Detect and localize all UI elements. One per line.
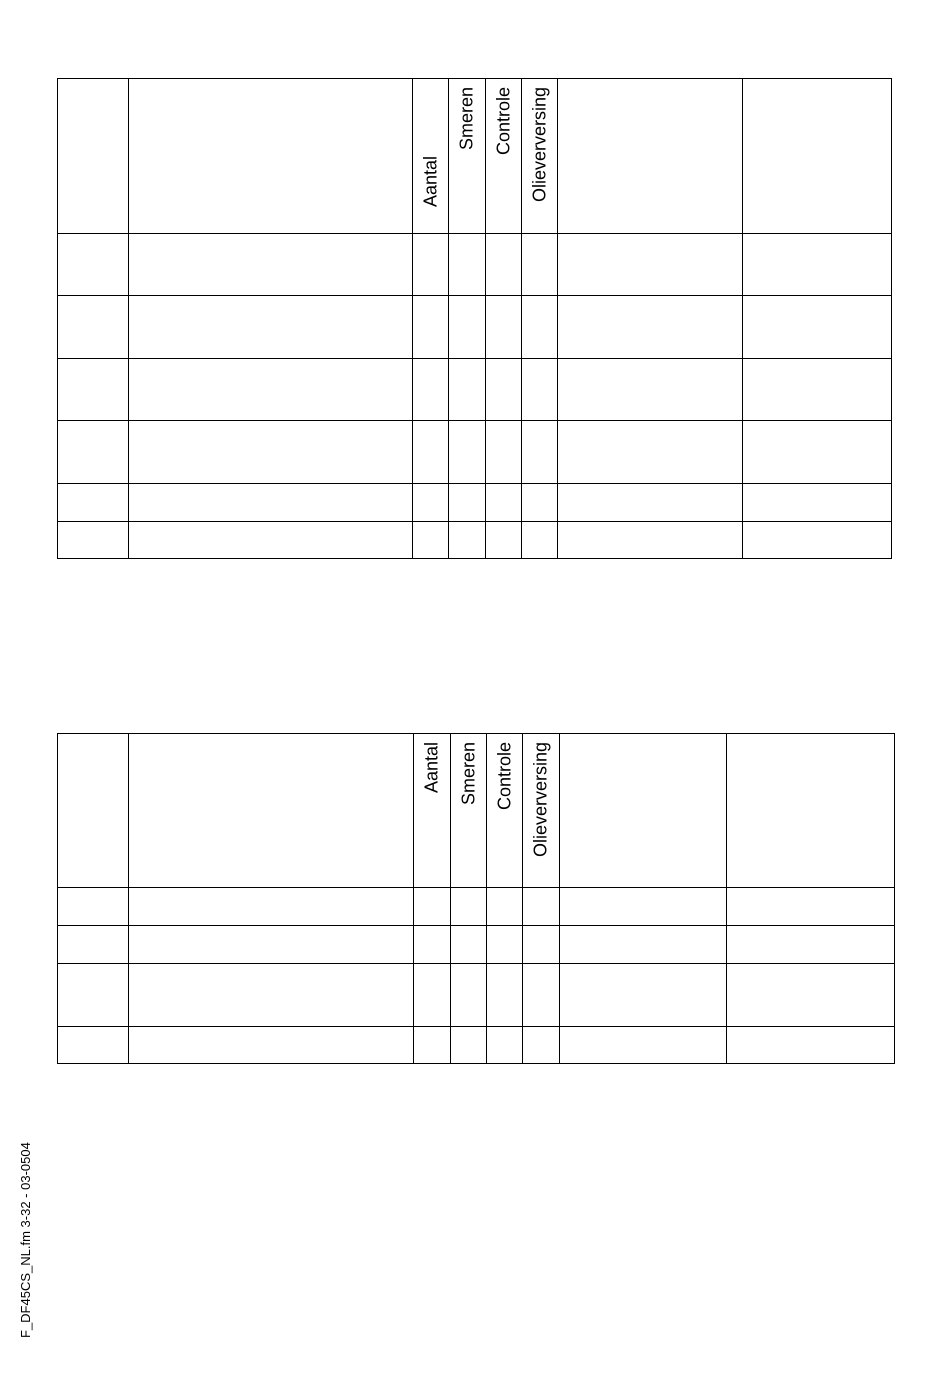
header-cell — [58, 79, 129, 234]
table-header-row — [58, 79, 892, 234]
header-smeren — [451, 734, 487, 888]
file-reference: F_DF45CS_NL.fm 3-32 - 03-0504 — [18, 1142, 33, 1338]
header-cell — [743, 79, 892, 234]
table-row — [58, 964, 895, 1027]
maintenance-table-2 — [57, 733, 895, 1064]
header-controle-label: Controle — [494, 742, 514, 811]
table-header-row — [58, 734, 895, 888]
header-olieverversing-label: Olieverversing — [529, 87, 549, 203]
header-smeren-label: Smeren — [456, 87, 477, 151]
maintenance-table-1 — [57, 78, 892, 559]
header-controle — [487, 734, 523, 888]
header-cell — [58, 734, 129, 888]
header-aantal — [413, 79, 449, 234]
table-row — [58, 1027, 895, 1064]
table-row — [58, 484, 892, 522]
header-controle — [486, 79, 522, 234]
table-row — [58, 926, 895, 964]
table-row — [58, 234, 892, 296]
table-row — [58, 888, 895, 926]
header-olieverversing — [522, 79, 558, 234]
header-cell — [560, 734, 727, 888]
header-controle-label: Controle — [493, 87, 513, 156]
header-smeren-label: Smeren — [458, 742, 478, 806]
header-cell — [727, 734, 895, 888]
header-cell — [558, 79, 743, 234]
table-row — [58, 296, 892, 359]
header-aantal — [414, 734, 451, 888]
header-olieverversing-label: Olieverversing — [530, 742, 551, 858]
header-smeren — [449, 79, 486, 234]
table-row — [58, 421, 892, 484]
header-cell — [129, 734, 414, 888]
table-row — [58, 359, 892, 421]
header-cell — [129, 79, 413, 234]
table-row — [58, 522, 892, 559]
header-olieverversing — [523, 734, 560, 888]
header-aantal-label: Aantal — [421, 742, 442, 794]
header-aantal-label: Aantal — [420, 156, 440, 208]
